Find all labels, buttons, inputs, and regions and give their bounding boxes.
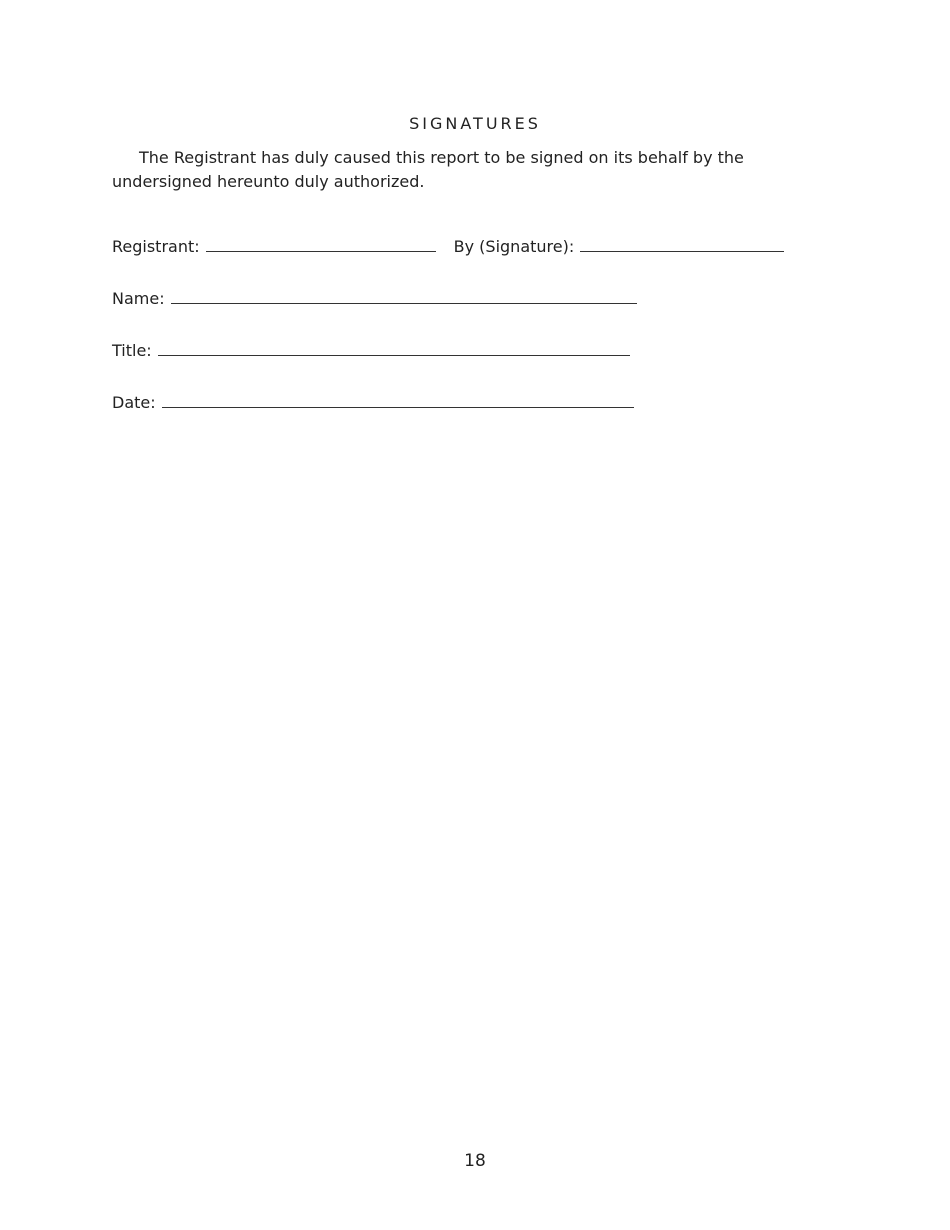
title-label: Title: xyxy=(112,341,152,360)
intro-paragraph: The Registrant has duly caused this report to be signed on its behalf by the undersigned hereunto duly authorized. xyxy=(112,148,744,191)
registrant-signature-row xyxy=(112,235,784,259)
title-blank-line xyxy=(158,339,630,356)
title-row xyxy=(112,339,630,363)
name-row xyxy=(112,287,637,311)
date-blank-line xyxy=(162,391,634,408)
registrant-blank-line xyxy=(206,235,436,252)
page-number: 18 xyxy=(464,1151,486,1171)
name-label: Name: xyxy=(112,289,165,308)
name-blank-line xyxy=(171,287,637,304)
section-heading: SIGNATURES xyxy=(409,114,541,133)
registrant-label: Registrant: xyxy=(112,237,200,256)
signature-blank-line xyxy=(580,235,784,252)
signature-label: By (Signature): xyxy=(453,237,575,256)
date-label: Date: xyxy=(112,393,156,412)
date-row xyxy=(112,391,634,415)
